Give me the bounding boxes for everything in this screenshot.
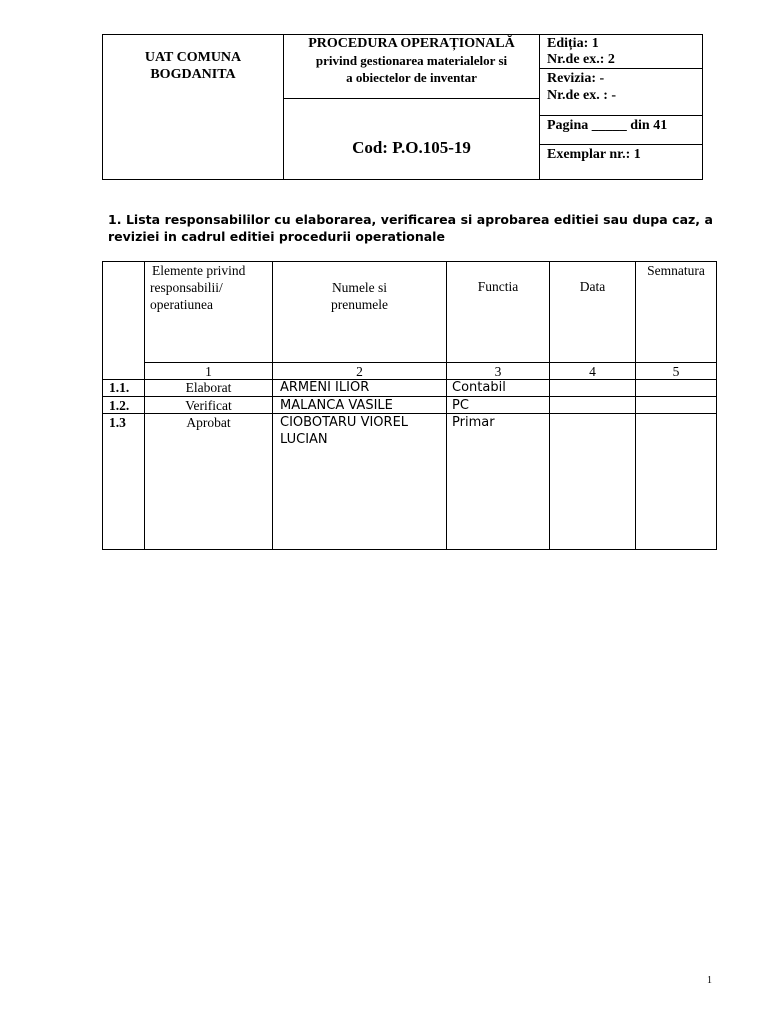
col-header-name-line2: prenumele [331,297,388,312]
copies-count-1: Nr.de ex.: 2 [547,52,615,67]
section-heading-line2: reviziei in cadrul editiei procedurii operationale [108,229,445,244]
section-heading-line1: 1. Lista responsabililor cu elaborarea, verificarea si aprobarea editiei sau dupa caz, a [108,212,713,227]
col-number: 2 [356,364,363,379]
row-operation: Verificat [185,398,232,413]
col-number: 1 [205,364,212,379]
col-header-elements-line3: operatiunea [150,297,213,312]
row-function: Contabil [452,380,506,395]
row-name: MALANCA VASILE [280,398,393,413]
procedure-subtitle-line1: privind gestionarea materialelor si [315,53,508,68]
row-operation: Elaborat [185,380,232,395]
row-name-line1: CIOBOTARU VIOREL [280,415,409,430]
procedure-code: Cod: P.O.105-19 [352,138,471,157]
row-name: ARMENI ILIOR [280,380,370,395]
procedure-subtitle-line2: a obiectelor de inventar [346,70,477,85]
row-name-line2: LUCIAN [280,432,328,447]
col-number: 4 [589,364,596,379]
exemplar-number: Exemplar nr.: 1 [547,147,641,162]
col-header-elements-line1: Elemente privind [152,263,246,278]
row-function: Primar [452,415,495,430]
col-number: 5 [672,364,680,379]
edition-label: Ediția: 1 [547,36,599,51]
org-name-line2: BOGDANITA [150,67,236,82]
col-header-name-line1: Numele si [331,280,388,295]
org-name-line1: UAT COMUNA [144,50,242,65]
row-operation: Aprobat [186,415,231,430]
row-number: 1.2. [109,398,130,413]
page-info: Pagina _____ din 41 [547,118,668,133]
col-header-elements-line2: responsabilii/ [150,280,223,295]
col-header-date: Data [579,279,606,294]
procedure-title: PROCEDURA OPERAȚIONALĂ [308,36,515,51]
page-number: 1 [707,975,712,986]
col-header-function: Functia [477,279,519,294]
col-header-signature: Semnatura [647,263,705,278]
row-function: PC [452,398,469,413]
col-number: 3 [494,364,502,379]
row-number: 1.1. [109,380,130,395]
revision-label: Revizia: - [547,71,605,86]
copies-count-2: Nr.de ex. : - [547,88,617,103]
row-number: 1.3 [109,415,126,430]
